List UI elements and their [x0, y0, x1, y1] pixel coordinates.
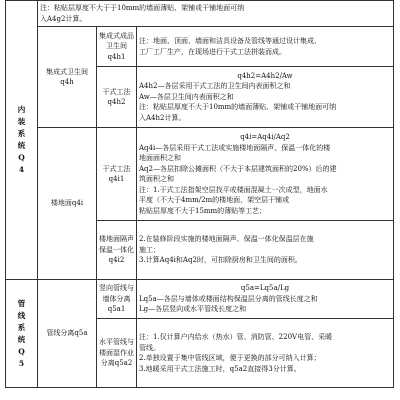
content-line: 筑面积之和 [139, 175, 174, 183]
content-line: q4h2=A4h2/Aw [237, 71, 293, 80]
content-cell [137, 280, 394, 319]
content-line: q4i=Aq4i/Aq2 [240, 133, 290, 141]
content-cell [137, 221, 394, 280]
section-q5-label [6, 280, 38, 388]
subitem-q5a2: 水平管线与楼面湿作业分离q5a2 [97, 319, 137, 388]
spec-table [5, 0, 394, 388]
content-line: 注：粘贴层厚度不大于10mm的墙面薄贴、架铺或干铺地面可纳 [139, 103, 337, 112]
item-q4i: 楼地面q4i [38, 128, 97, 280]
subitem-q4h1: 集成式成品卫生间q4h1 [97, 27, 137, 67]
content-line: A4h2—各层采用干式工法的卫生间内表面积之和 [139, 82, 291, 91]
content-line: q5a=Lq5a/Lg [240, 284, 290, 293]
table-row [6, 280, 394, 319]
content-cell [137, 319, 394, 388]
content-line: 入A4h2计算。 [139, 113, 186, 122]
table-row [6, 27, 394, 67]
content-line: 施工； [139, 245, 160, 254]
section-q4-label-text: 内装系统Q4 [17, 105, 26, 174]
content-line: Aq4i—各层采用干式工法或实施楼地面隔声、保温一体化的楼 [139, 143, 331, 152]
item-q4h: 集成式卫生间q4h [38, 27, 97, 128]
subitem-q4i1: 干式工法q4i1 [97, 128, 137, 221]
subitem-q4i2: 楼地面隔声保温一体化q4i2 [97, 221, 137, 280]
content-line: 注：地面、顶面、墙面和洁具设备及管线等通过设计集成、 [139, 37, 321, 45]
content-line: 管线。 [139, 343, 160, 352]
content-cell [137, 67, 394, 128]
content-line: 2.单独设置于集中管线区域，便于更换的部分可纳入计算； [139, 354, 321, 362]
content-line: 注：粘贴层厚度不大于于10mm的墙面薄贴、架铺或干铺地面可纳 [40, 4, 245, 12]
content-line: 工厂工厂生产，在现场进行干式工法拼装而成。 [139, 47, 286, 56]
content-line: Aq2—各层扣除公摊面积（不大于本层建筑面积的20%）后的建 [139, 164, 337, 173]
content-line: 注：1.干式工法指架空层找平或楼面混凝土一次成型，地面水 [139, 185, 328, 194]
top-note-cell [38, 1, 394, 27]
content-line: 2.在装修阶段实施的楼地面隔声、保温一体化保温层在施 [139, 235, 314, 244]
subitem-q5a1: 竖向管线与墙体分离q5a1 [97, 280, 137, 319]
content-line: 3.地暖采用干式工法施工时，q5a2直接得3分计算。 [139, 364, 301, 373]
content-cell [137, 128, 394, 221]
table-row [6, 1, 394, 27]
content-line: 注：1.仅计算户内给水（热水）管、消防管、220V电管、采暖 [139, 333, 333, 341]
subitem-q4h2: 干式工法q4h2 [97, 67, 137, 128]
content-line: Lq5a—各层与墙体或楼面结构保温层分离的管线长度之和 [139, 294, 318, 303]
content-cell [137, 27, 394, 67]
item-q5a: 管线分离q5a [38, 280, 97, 388]
content-line: Lg—各层竖向或水平管线长度之和 [139, 305, 247, 314]
content-line: 入A4g2计算。 [40, 14, 87, 23]
content-line: 3.计算Aq4i和Aq2时，可扣除厨房和卫生间的面积。 [139, 256, 302, 265]
table-row [6, 128, 394, 221]
section-q4-label [6, 1, 38, 280]
content-line: 地面面积之和 [139, 154, 181, 162]
section-q5-label-text: 管线系统Q5 [17, 298, 26, 368]
content-line: 粘贴层厚度不大于15mm的薄贴等工艺； [139, 206, 267, 215]
content-line: 平度（不大于4mm/2m的楼地面，架空层干铺或 [139, 196, 290, 204]
content-line: Aw—各层卫生间内表面积之和 [139, 92, 234, 101]
